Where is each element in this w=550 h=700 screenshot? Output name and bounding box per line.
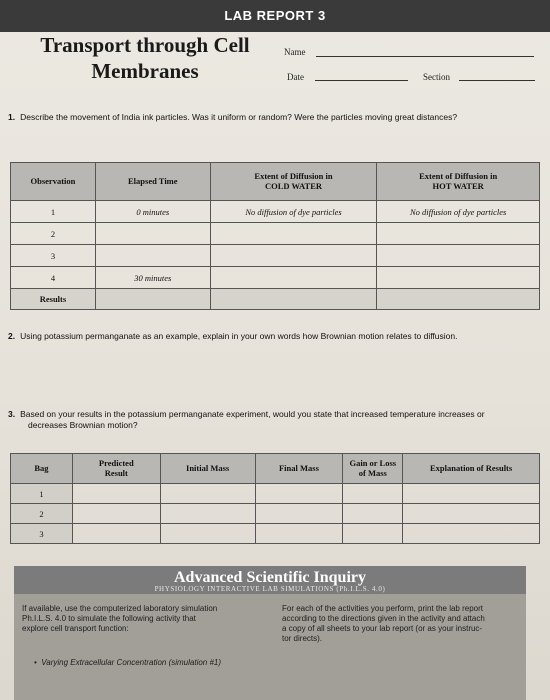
- title-line-1: Transport through Cell: [40, 33, 250, 57]
- gain-or-loss-cell[interactable]: [343, 524, 403, 544]
- header-bag: Bag: [11, 454, 73, 484]
- date-label: Date: [287, 72, 304, 82]
- elapsed-time-cell[interactable]: [95, 223, 210, 245]
- header-final-mass: Final Mass: [255, 454, 343, 484]
- final-mass-cell[interactable]: [255, 524, 343, 544]
- question-2: [8, 331, 457, 341]
- question-1-number: 1.: [8, 112, 16, 122]
- table-row: [11, 504, 540, 524]
- question-1: [8, 112, 457, 122]
- question-2-text: Using potassium permanganate as an example, explain in your own words how Brownian motion relates to diffusion.: [20, 331, 458, 341]
- observation-cell: 4: [11, 267, 96, 289]
- hot-water-cell[interactable]: [377, 245, 540, 267]
- predicted-result-cell[interactable]: [72, 484, 160, 504]
- elapsed-time-cell[interactable]: [95, 245, 210, 267]
- table-row: [11, 223, 540, 245]
- name-label: Name: [284, 47, 306, 57]
- question-3: [8, 409, 538, 431]
- diffusion-table-header: [11, 163, 540, 201]
- question-3-text-line-2: decreases Brownian motion?: [28, 420, 138, 431]
- final-mass-cell[interactable]: [255, 484, 343, 504]
- predicted-result-cell[interactable]: [72, 524, 160, 544]
- report-banner: [0, 0, 550, 32]
- final-mass-cell[interactable]: [255, 504, 343, 524]
- question-3-text-line-1: Based on your results in the potassium permanganate experiment, would you state that increased temperature increases or: [20, 409, 485, 419]
- table-row: [11, 267, 540, 289]
- header-hot-water: Extent of Diffusion in HOT WATER: [377, 163, 540, 201]
- initial-mass-cell[interactable]: [160, 524, 255, 544]
- section-label: Section: [423, 72, 450, 82]
- page-title: [30, 32, 260, 85]
- results-cell[interactable]: [95, 289, 210, 310]
- banner-title: LAB REPORT 3: [224, 8, 326, 23]
- diffusion-table: [10, 162, 540, 310]
- question-2-number: 2.: [8, 331, 16, 341]
- gain-or-loss-cell[interactable]: [343, 484, 403, 504]
- explanation-cell[interactable]: [403, 524, 540, 544]
- observation-cell: 2: [11, 223, 96, 245]
- header-elapsed-time: Elapsed Time: [95, 163, 210, 201]
- title-line-2: Membranes: [91, 59, 199, 84]
- bag-number-cell: 1: [11, 484, 73, 504]
- header-cold-water: Extent of Diffusion in COLD WATER: [210, 163, 377, 201]
- cold-water-cell[interactable]: [210, 223, 377, 245]
- initial-mass-cell[interactable]: [160, 484, 255, 504]
- inquiry-right-text: For each of the activities you perform, print the lab report according to the directions given in the activity and attach a copy of all sheets to your lab report (or as your instruc- tor directs).: [282, 604, 485, 643]
- question-3-number: 3.: [8, 409, 16, 419]
- inquiry-left-text: If available, use the computerized laboratory simulation Ph.I.L.S. 4.0 to simulate the following activity that explore cell transport function:: [22, 604, 218, 633]
- hot-water-cell[interactable]: No diffusion of dye particles: [377, 201, 540, 223]
- cold-water-cell[interactable]: [210, 267, 377, 289]
- header-gain-or-loss: Gain or Loss of Mass: [343, 454, 403, 484]
- section-field[interactable]: [459, 80, 535, 81]
- predicted-result-cell[interactable]: [72, 504, 160, 524]
- inquiry-list-item: [34, 658, 221, 667]
- explanation-cell[interactable]: [403, 504, 540, 524]
- results-row: [11, 289, 540, 310]
- elapsed-time-cell[interactable]: 0 minutes: [95, 201, 210, 223]
- results-cell[interactable]: [210, 289, 377, 310]
- cold-water-cell[interactable]: No diffusion of dye particles: [210, 201, 377, 223]
- bag-number-cell: 2: [11, 504, 73, 524]
- hot-water-cell[interactable]: [377, 267, 540, 289]
- cold-water-cell[interactable]: [210, 245, 377, 267]
- header-observation: Observation: [11, 163, 96, 201]
- bag-mass-table-header: [11, 454, 540, 484]
- table-row: [11, 245, 540, 267]
- advanced-inquiry-subtitle: PHYSIOLOGY INTERACTIVE LAB SIMULATIONS (Ph.I.L.S. 4.0): [154, 585, 386, 593]
- elapsed-time-cell[interactable]: 30 minutes: [95, 267, 210, 289]
- header-explanation: Explanation of Results: [403, 454, 540, 484]
- question-1-text: Describe the movement of India ink particles. Was it uniform or random? Were the particles moving great distances?: [20, 112, 458, 122]
- results-label: Results: [11, 289, 96, 310]
- initial-mass-cell[interactable]: [160, 504, 255, 524]
- table-row: [11, 524, 540, 544]
- advanced-inquiry-header: [14, 566, 526, 594]
- name-field[interactable]: [316, 56, 534, 57]
- table-row: [11, 201, 540, 223]
- results-cell[interactable]: [377, 289, 540, 310]
- bullet-icon: •: [34, 658, 42, 667]
- hot-water-cell[interactable]: [377, 223, 540, 245]
- explanation-cell[interactable]: [403, 484, 540, 504]
- bag-mass-table: [10, 453, 540, 544]
- header-initial-mass: Initial Mass: [160, 454, 255, 484]
- table-row: [11, 484, 540, 504]
- inquiry-item-text: Varying Extracellular Concentration (simulation #1): [41, 658, 222, 667]
- observation-cell: 1: [11, 201, 96, 223]
- observation-cell: 3: [11, 245, 96, 267]
- header-predicted-result: Predicted Result: [72, 454, 160, 484]
- advanced-inquiry-title: Advanced Scientific Inquiry: [173, 569, 366, 586]
- gain-or-loss-cell[interactable]: [343, 504, 403, 524]
- bag-number-cell: 3: [11, 524, 73, 544]
- advanced-inquiry-panel: [14, 566, 526, 700]
- date-field[interactable]: [315, 80, 408, 81]
